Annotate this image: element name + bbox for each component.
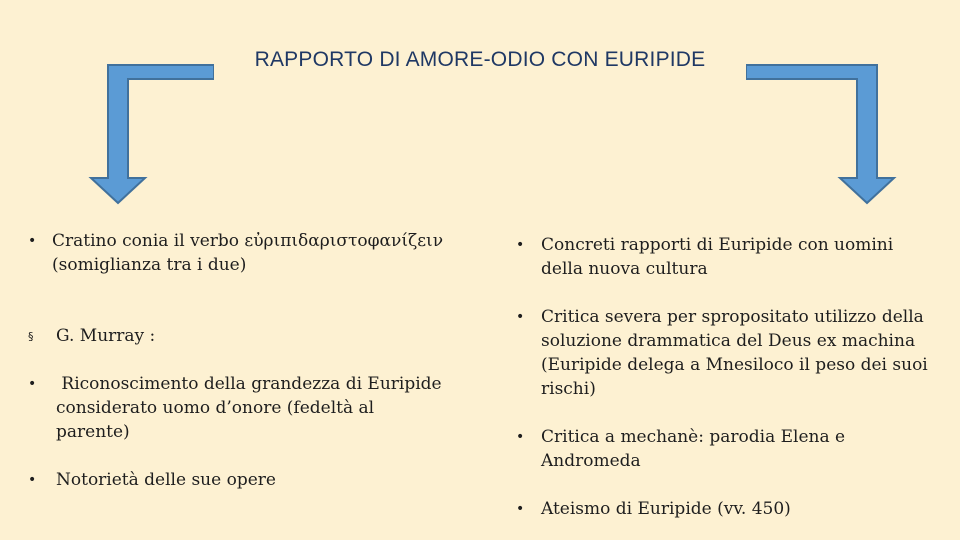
item-text xyxy=(56,324,155,348)
page-title xyxy=(214,40,746,80)
line: soluzione drammatica del Deus ex machina xyxy=(541,331,916,351)
left-item-riconoscimento xyxy=(28,372,468,446)
item-text xyxy=(52,229,443,277)
left-bent-arrow-icon xyxy=(91,65,214,203)
right-item-ateismo xyxy=(516,497,946,523)
item-text xyxy=(56,468,276,492)
left-item-cratino xyxy=(28,229,468,279)
line: Cratino conia il verbo εὐριπιδαριστοφανίζειν xyxy=(52,231,444,251)
bullet: • xyxy=(28,233,37,249)
bullet: • xyxy=(516,237,525,253)
line: G. Murray : xyxy=(56,326,156,346)
bullet: • xyxy=(516,429,525,445)
right-column xyxy=(516,233,946,533)
item-text xyxy=(541,425,845,473)
left-item-notorieta xyxy=(28,468,468,494)
bullet: • xyxy=(28,376,37,392)
right-item-rapporti xyxy=(516,233,946,283)
line: Critica a mechanè: parodia Elena e xyxy=(541,427,846,447)
item-text xyxy=(541,233,893,281)
left-item-murray xyxy=(28,324,468,350)
line: Notorietà delle sue opere xyxy=(56,470,276,490)
item-text xyxy=(56,372,442,444)
bullet: • xyxy=(28,472,37,488)
line: parente) xyxy=(56,422,130,442)
line: Concreti rapporti di Euripide con uomini xyxy=(541,235,894,255)
bullet: • xyxy=(516,501,525,517)
right-item-critica-severa xyxy=(516,305,946,403)
bullet: § xyxy=(28,330,34,343)
title-text: RAPPORTO DI AMORE-ODIO CON EURIPIDE xyxy=(254,48,706,71)
line: (Euripide delega a Mnesiloco il peso dei suoi xyxy=(541,355,928,375)
line: considerato uomo d’onore (fedeltà al xyxy=(56,398,375,418)
line: (somiglianza tra i due) xyxy=(52,255,247,275)
right-bent-arrow-icon xyxy=(746,65,894,203)
line: Riconoscimento della grandezza di Euripide xyxy=(56,374,442,394)
line: Ateismo di Euripide (vv. 450) xyxy=(541,499,791,519)
bullet: • xyxy=(516,309,525,325)
item-text xyxy=(541,305,928,401)
line: Critica severa per spropositato utilizzo della xyxy=(541,307,924,327)
right-item-mechane xyxy=(516,425,946,475)
left-column xyxy=(28,229,468,509)
line: della nuova cultura xyxy=(541,259,708,279)
line: rischi) xyxy=(541,379,596,399)
item-text xyxy=(541,497,791,521)
line: Andromeda xyxy=(541,451,641,471)
